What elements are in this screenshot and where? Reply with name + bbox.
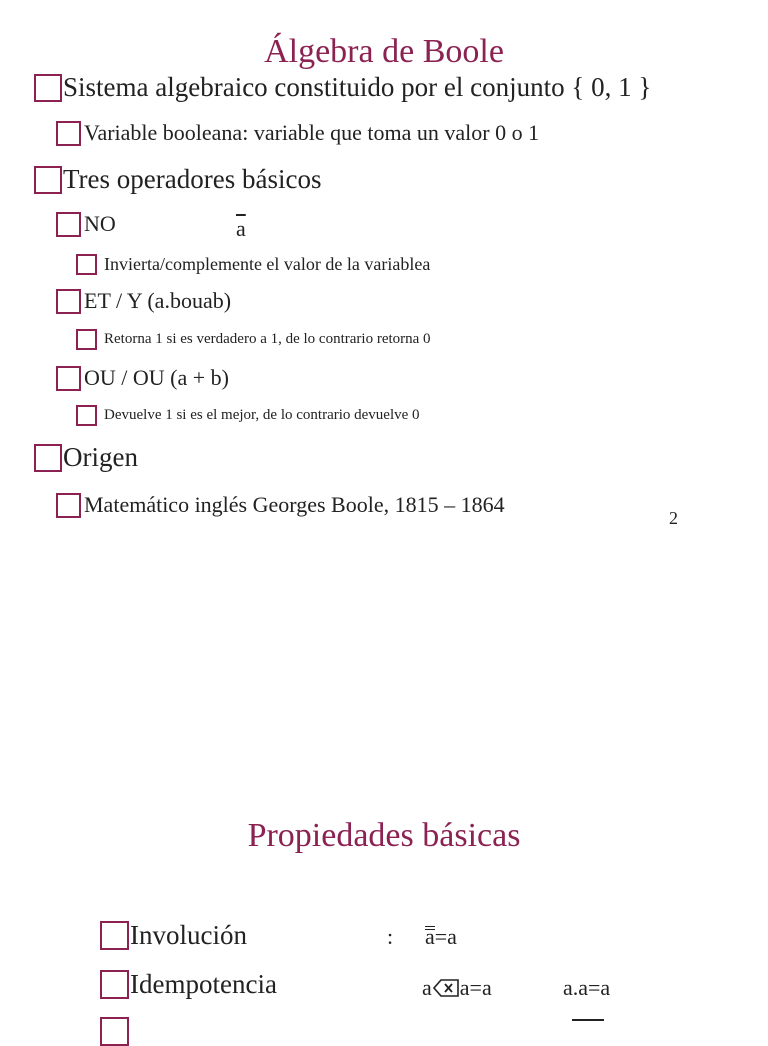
square-bullet-icon xyxy=(56,493,81,518)
property-label: Involución xyxy=(130,920,247,950)
bullet-item-variable xyxy=(56,120,539,146)
bullet-text: Variable booleana: variable que toma un valor 0 o 1 xyxy=(84,120,540,145)
bullet-item-ou-desc xyxy=(76,405,420,426)
bullet-text: Tres operadores básicos xyxy=(63,164,322,194)
square-bullet-icon xyxy=(56,212,81,237)
bullet-text: OU / OU (a + b) xyxy=(84,365,229,390)
property-involucion xyxy=(100,920,247,951)
bullet-text: NO xyxy=(84,211,116,236)
square-bullet-icon xyxy=(34,74,62,102)
delete-key-icon xyxy=(433,979,459,997)
bullet-item-sistema xyxy=(34,72,651,103)
square-bullet-icon xyxy=(34,166,62,194)
bullet-item-origen xyxy=(34,442,138,473)
property-label: Idempotencia xyxy=(130,969,277,999)
square-bullet-icon xyxy=(100,921,129,950)
bullet-item-ou xyxy=(56,365,229,391)
bullet-item-tres xyxy=(34,164,321,195)
square-bullet-icon xyxy=(76,254,97,275)
bullet-item-et-desc xyxy=(76,329,431,350)
bullet-text: Sistema algebraico constituido por el conjunto { 0, 1 } xyxy=(63,72,652,102)
idempotencia-expression-1: a a=a xyxy=(422,975,492,1000)
bullet-item-matematico xyxy=(56,492,505,518)
square-bullet-icon xyxy=(56,121,81,146)
bullet-item-et xyxy=(56,288,231,314)
bullet-text: Origen xyxy=(63,442,138,472)
square-bullet-icon xyxy=(56,366,81,391)
square-bullet-icon xyxy=(56,289,81,314)
square-bullet-icon xyxy=(76,405,97,426)
square-bullet-icon xyxy=(100,1017,129,1046)
idempotencia-expression-2: a.a=a xyxy=(563,975,611,1000)
bullet-text: Matemático inglés Georges Boole, 1815 – 1864 xyxy=(84,492,505,517)
property-idempotencia xyxy=(100,969,277,1000)
bullet-item-no-desc xyxy=(76,254,430,275)
square-bullet-icon xyxy=(76,329,97,350)
square-bullet-icon xyxy=(34,444,62,472)
page-number: 2 xyxy=(669,508,678,528)
involucion-expression: a=a xyxy=(425,924,457,949)
slide-title-propiedades: Propiedades básicas xyxy=(247,817,521,854)
slide-title: Álgebra de Boole xyxy=(264,33,504,70)
double-negation-var: a xyxy=(425,924,435,949)
bullet-text: Retorna 1 si es verdadero a 1, de lo contrario retorna 0 xyxy=(104,331,431,347)
square-bullet-icon xyxy=(100,970,129,999)
property-colon: : xyxy=(387,924,394,949)
bullet-text: Invierta/complemente el valor de la variablea xyxy=(104,254,431,274)
property-next-cutoff xyxy=(100,1017,130,1046)
bullet-text: Devuelve 1 si es el mejor, de lo contrario devuelve 0 xyxy=(104,407,420,423)
not-symbol: $\overline{a}$ xyxy=(236,216,246,241)
bullet-text: ET / Y (a.bouab) xyxy=(84,288,232,313)
bullet-item-no xyxy=(56,211,116,237)
cutoff-overline xyxy=(572,1019,604,1025)
